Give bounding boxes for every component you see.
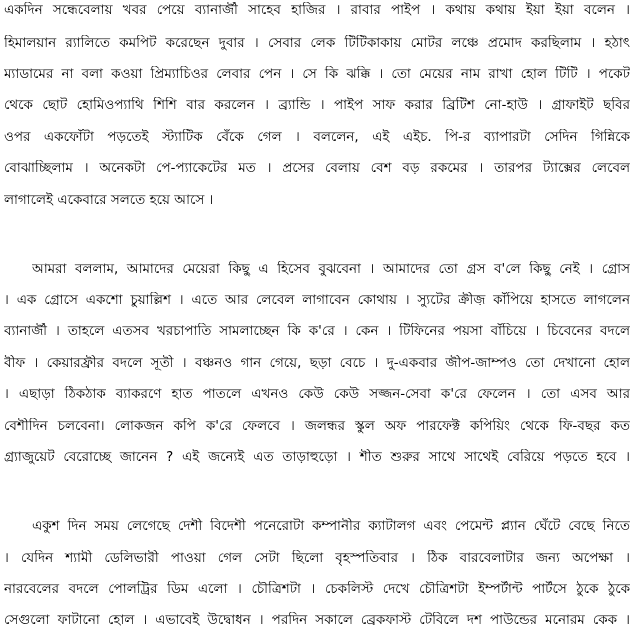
text-line: ম্যাডামের না বলা কওয়া প্রিম্যাচিওর লেবার পেন । সে কি ঝক্কি । তো মেয়ের নাম রাখা হোল টিটি । পকেট bbox=[4, 67, 630, 82]
text-line: গ্র্যাজুয়েট বেরোচ্ছে জানেন ? এই জন্যেই এত তাড়াহুড়ো । শীত শুরুর সাথে সাথেই বেরিয়ে পড়তে হবে । bbox=[4, 450, 630, 465]
text-line: আমরা বললাম, আমাদের মেয়েরা কিছু এ হিসেব বুঝবেনা । আমাদের তো গ্রস ব'লে কিছু নেই । গ্রোস bbox=[32, 262, 630, 277]
text-line: ব্যানার্জী । তাহলে এতসব খরচাপাতি সামলাচ্ছেন কি ক'রে । কেন । টিফিনের পয়সা বাঁচিয়ে । চিবেনের বদলে bbox=[4, 324, 630, 339]
text-line: বোঝাচ্ছিলাম । অনেকটা পে-প্যাকেটের মত । প্রসের বেলায় বেশ বড় রকমের । তারপর ট্যাক্সের লেবেল bbox=[4, 161, 630, 176]
text-line: নারবেলের বদলে পোলট্রির ডিম এলো । চৌত্রিশটা । চেকলিস্ট দেখে চৌত্রিশটা ইম্পর্টান্ট পার্টসে ঠুকে ঠুকে bbox=[4, 582, 630, 597]
text-line: হিমালয়ান র‍্যালিতে কমপিট করেছেন দুবার । সেবার লেক টিটিকাকায় মোটর লঞ্চে প্রমোদ করছিলাম । হঠাৎ bbox=[4, 36, 630, 51]
text-line: থেকে ছোট হোমিওপ্যাথি শিশি বার করলেন । ব্র্যান্ডি । পাইপ সাফ করার ব্রিটিশ নো-হাউ । গ্রাফাইট ছবির bbox=[4, 98, 630, 113]
text-line: । এক গ্রোসে একশো চুয়াল্লিশ । এতে আর লেবেল লাগাবেন কোথায় । স্যুটের ক্রীজ় কাঁপিয়ে হাসতে লাগলেন bbox=[4, 293, 630, 308]
text-line: সেগুলো ফাটানো হোল । এভাবেই উদ্বোধন । পরদিন সকালে ব্রেকফাস্ট টেবিলে দশ পাউন্ডের মনোরম কেক । bbox=[4, 613, 630, 628]
text-line: । যেদিন শ্যামী ডেলিভারী পাওয়া গেল সেটা ছিলো বৃহস্পতিবার । ঠিক বারবেলাটার জন্য অপেক্ষা । bbox=[4, 551, 630, 566]
text-line: একদিন সন্ধেবেলায় খবর পেয়ে ব্যানার্জী সাহেব হাজির । রাবার পাইপ । কথায় কথায় ইয়া ইয়া বলেন । bbox=[4, 3, 630, 18]
text-line: একুশ দিন সময় লেগেছে দেশী বিদেশী পনেরোটা কম্পানীর ক্যাটালগ এবং পেমেন্ট প্ল্যান ঘেঁটে বেছে নিতে bbox=[32, 519, 630, 534]
text-line: । এছাড়া ঠিকঠাক ব্যাকরণে হাত পাতলে এখনও কেউ কেউ সজ্জন-সেবা ক'রে ফেলেন । তো এসব আর bbox=[4, 387, 630, 402]
text-line: বীফ । কেয়ারফ্রীর বদলে সূতী । বঞ্চনও গান গেয়ে, ছড়া বেচে । দু-একবার জীপ-জাম্পও তো দেখানো হোল bbox=[4, 356, 630, 371]
text-line: ওপর একফোঁটা পড়তেই স্ট্যাটিক বেঁকে গেল । বললেন, এই এইচ. পি-র ব্যাপারটা সেদিন গিন্নিকে bbox=[4, 130, 630, 145]
text-line: বেশীদিন চলবেনা। লোকজন কপি ক'রে ফেলবে । জলন্ধর স্কুল অফ পারফেক্ট কপিয়িং থেকে ফি-বছর কত bbox=[4, 419, 630, 434]
text-line: লাগালেই একেবারে সলতে হয়ে আসে । bbox=[4, 193, 214, 208]
